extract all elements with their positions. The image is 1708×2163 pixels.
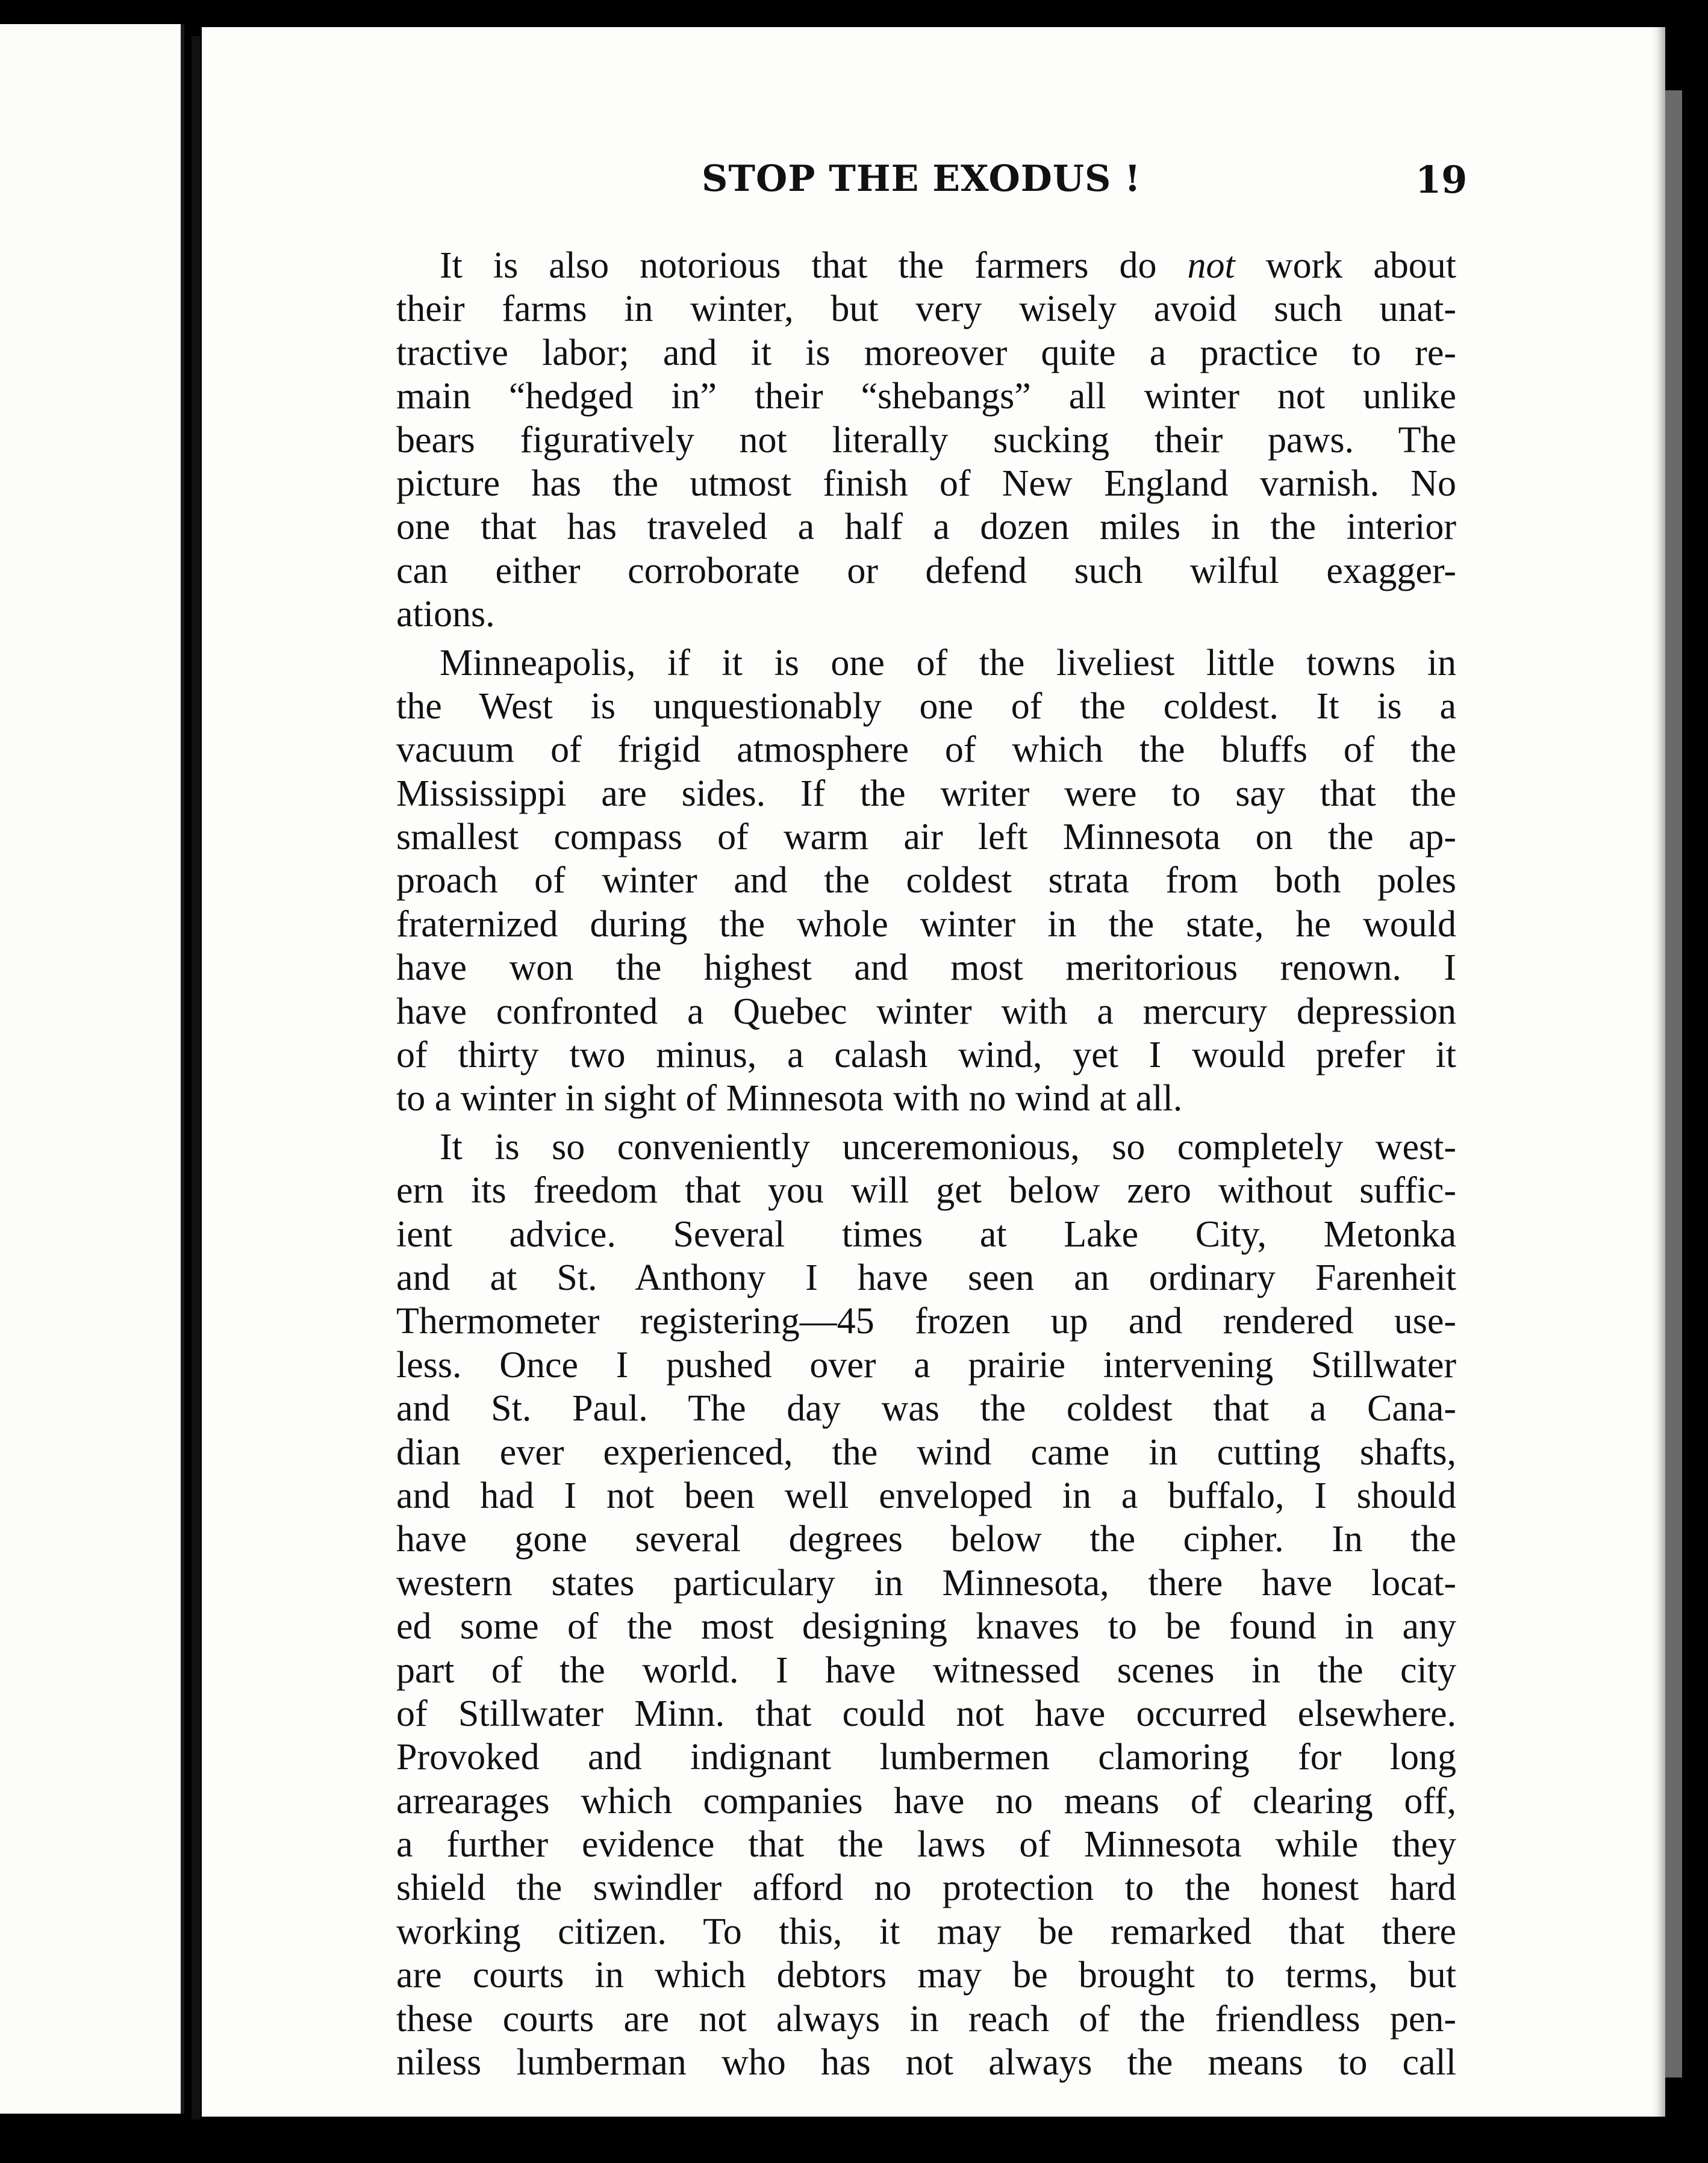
text-line: working citizen. To this, it may be remarked that there [396,1911,1456,1952]
text-line: Provoked and indignant lumbermen clamoring for long [396,1737,1456,1778]
text-line: can either corroborate or defend such wilful exagger- [396,550,1456,591]
text-line: bears figuratively not literally sucking their paws. The [396,419,1456,461]
text-line: and had I not been well enveloped in a buffalo, I should [396,1475,1456,1516]
text-line: these courts are not always in reach of the friendless pen- [396,1998,1456,2040]
text-segment: work about [1235,245,1456,286]
text-line: have confronted a Quebec winter with a mercury depression [396,991,1456,1032]
text-line: niless lumberman who has not always the means to call [396,2042,1456,2084]
page-number: 19 [1415,158,1468,202]
text-line: fraternized during the whole winter in the state, he would [396,903,1456,945]
text-line: arrearages which companies have no means of clearing off, [396,1780,1456,1822]
text-line: have won the highest and most meritorious renown. I [396,947,1456,989]
text-line: main “hedged in” their “shebangs” all winter not unlike [396,376,1456,417]
text-line: have gone several degrees below the cipher. In the [396,1519,1456,1560]
text-line: ations. [396,594,495,635]
text-line: western states particulary in Minnesota, there have locat- [396,1562,1456,1604]
page-fore-edge [1665,90,1682,2077]
text-line: proach of winter and the coldest strata from both poles [396,860,1456,901]
emphasis-text: not [1187,245,1235,286]
text-line: the West is unquestionably one of the coldest. It is a [396,685,1456,727]
text-line: of thirty two minus, a calash wind, yet I would prefer it [396,1035,1456,1076]
text-line: dian ever experienced, the wind came in cutting shafts, [396,1431,1456,1473]
text-line: are courts in which debtors may be brought to terms, but [396,1955,1456,1996]
text-line: It is so conveniently unceremonious, so completely west- [440,1126,1456,1168]
text-line: part of the world. I have witnessed scenes in the city [396,1649,1456,1691]
text-line: Mississippi are sides. If the writer were to say that the [396,773,1456,814]
text-line: picture has the utmost finish of New England varnish. No [396,462,1456,504]
text-line: vacuum of frigid atmosphere of which the bluffs of the [396,729,1456,771]
text-line: ed some of the most designing knaves to be found in any [396,1606,1456,1648]
text-line: to a winter in sight of Minnesota with no wind at all. [396,1078,1183,1119]
text-line: ern its freedom that you will get below zero without suffic- [396,1170,1456,1212]
text-line: tractive labor; and it is moreover quite a practice to re- [396,332,1456,373]
text-line: of Stillwater Minn. that could not have occurred elsewhere. [396,1693,1456,1734]
running-title: STOP THE EXODUS ! [702,158,1141,200]
text-line: Minneapolis, if it is one of the liveliest little towns in [440,642,1456,683]
text-line [396,244,1456,287]
text-line: one that has traveled a half a dozen miles in the interior [396,506,1456,548]
text-line: Thermometer registering—45 frozen up and rendered use- [396,1301,1456,1342]
text-line: smallest compass of warm air left Minnesota on the ap- [396,817,1456,858]
text-line: and St. Paul. The day was the coldest that a Cana- [396,1388,1456,1430]
text-line: ient advice. Several times at Lake City, Metonka [396,1213,1456,1255]
text-line: a further evidence that the laws of Minnesota while they [396,1824,1456,1866]
text-line: their farms in winter, but very wisely avoid such unat- [396,288,1456,330]
paragraph-gap [396,1121,1456,1125]
previous-page-edge [0,24,184,2114]
gutter-shadow [192,36,200,2120]
text-segment: It is also notorious that the farmers do [440,245,1188,286]
text-line: and at St. Anthony I have seen an ordinary Farenheit [396,1257,1456,1298]
page-body [396,244,1456,2084]
text-line: shield the swindler afford no protection to the honest hard [396,1867,1456,1909]
text-line: less. Once I pushed over a prairie intervening Stillwater [396,1344,1456,1386]
paragraph-gap [396,636,1456,641]
